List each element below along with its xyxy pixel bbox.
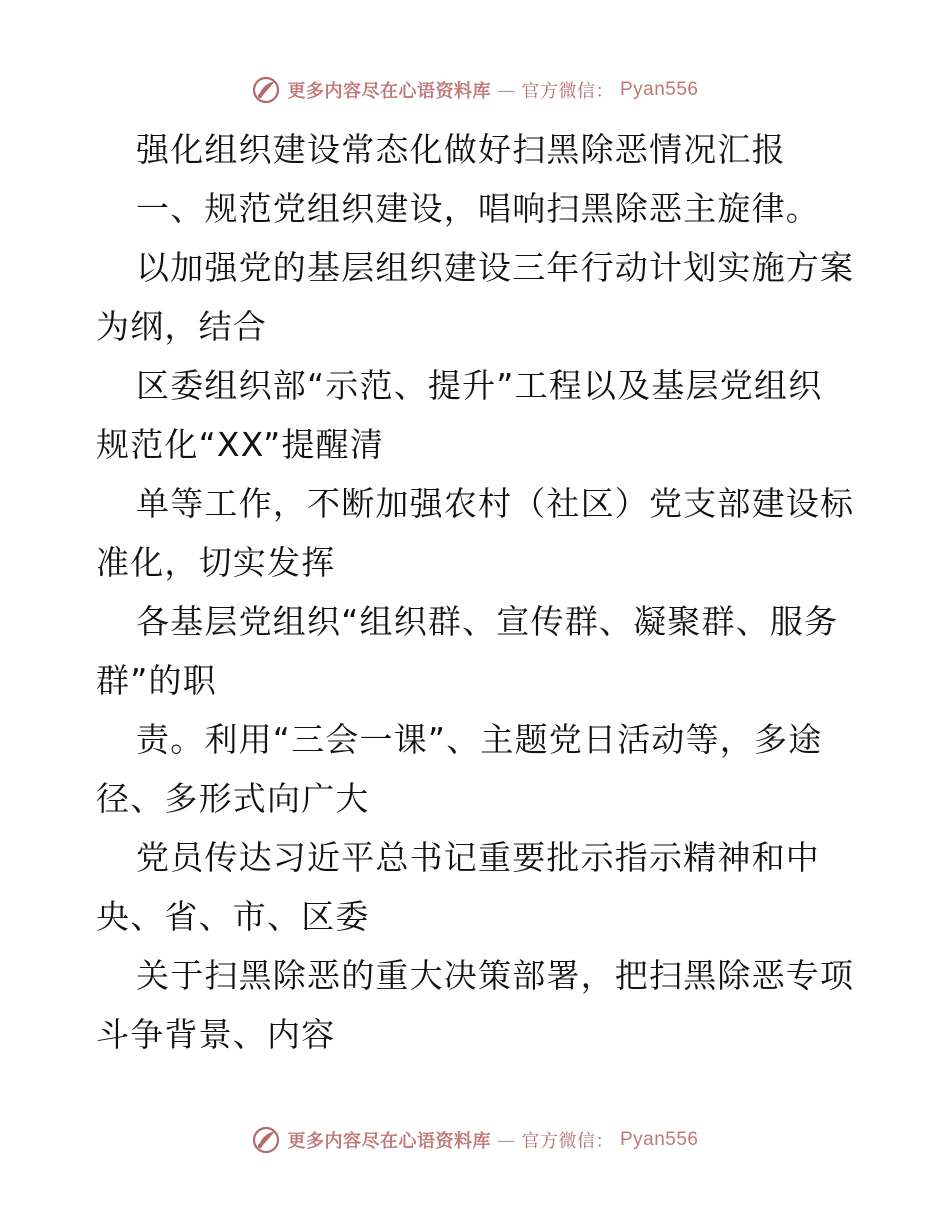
document-line: 强化组织建设常态化做好扫黑除恶情况汇报 — [136, 130, 786, 169]
document-body — [96, 120, 856, 1064]
document-line: 群”的职 — [96, 661, 217, 700]
document-line: 央、省、市、区委 — [96, 897, 370, 936]
document-line: 区委组织部“示范、提升”工程以及基层党组织 — [136, 366, 823, 405]
document-line: 径、多形式向广大 — [96, 779, 370, 818]
document-line: 党员传达习近平总书记重要批示指示精神和中 — [136, 838, 820, 877]
header-watermark — [0, 70, 950, 110]
watermark-brand: 更多内容尽在心语资料库 — [287, 81, 491, 102]
watermark-wechat-label: 官方微信： — [521, 81, 614, 102]
document-line: 一、规范党组织建设，唱响扫黑除恶主旋律。 — [136, 189, 820, 228]
ink-brush-logo-icon — [251, 1125, 281, 1155]
document-line: 责。利用“三会一课”、主题党日活动等，多途 — [136, 720, 823, 759]
footer-watermark — [0, 1120, 950, 1160]
document-line: 准化，切实发挥 — [96, 543, 336, 582]
document-line: 为纲，结合 — [96, 307, 267, 346]
document-line: 各基层党组织“组织群、宣传群、凝聚群、服务 — [136, 602, 839, 641]
document-line: 以加强党的基层组织建设三年行动计划实施方案 — [136, 248, 855, 287]
watermark-separator: — — [496, 1129, 516, 1151]
watermark-brand: 更多内容尽在心语资料库 — [287, 1131, 491, 1152]
watermark-separator: — — [496, 79, 516, 101]
document-line: 斗争背景、内容 — [96, 1015, 336, 1054]
document-line: 关于扫黑除恶的重大决策部署，把扫黑除恶专项 — [136, 956, 855, 995]
ink-brush-logo-icon — [251, 75, 281, 105]
document-line: 单等工作，不断加强农村（社区）党支部建设标 — [136, 484, 855, 523]
document-line: 规范化“XX”提醒清 — [96, 425, 385, 464]
watermark-wechat-id: Pyan556 — [619, 79, 699, 100]
watermark-wechat-id: Pyan556 — [619, 1129, 699, 1150]
watermark-wechat-label: 官方微信： — [521, 1131, 614, 1152]
